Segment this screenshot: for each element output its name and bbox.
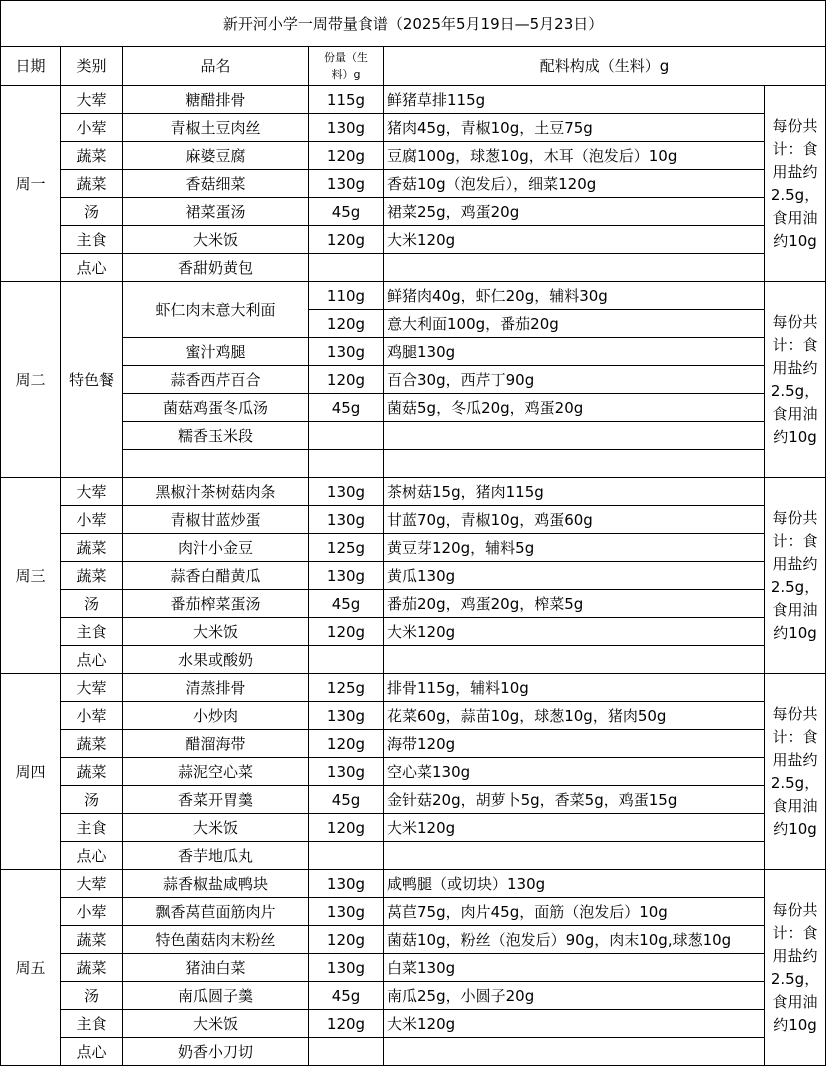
header-row — [1, 47, 826, 86]
dish-cell: 南瓜圆子羹 — [123, 982, 309, 1010]
ingredients-cell: 黄豆芽120g，辅料5g — [384, 534, 765, 562]
menu-row — [1, 170, 826, 198]
ingredients-cell: 莴苣75g，肉片45g，面筋（泡发后）10g — [384, 898, 765, 926]
category-cell: 蔬菜 — [61, 142, 123, 170]
category-cell: 蔬菜 — [61, 562, 123, 590]
ingredients-cell: 香菇10g（泡发后），细菜120g — [384, 170, 765, 198]
portion-cell: 45g — [309, 198, 384, 226]
day-label: 周五 — [1, 870, 61, 1066]
category-cell: 小荤 — [61, 114, 123, 142]
dish-cell: 虾仁肉末意大利面 — [123, 282, 309, 338]
portion-cell: 130g — [309, 758, 384, 786]
menu-row — [1, 338, 826, 366]
portion-cell: 130g — [309, 702, 384, 730]
category-cell: 汤 — [61, 786, 123, 814]
category-cell: 小荤 — [61, 702, 123, 730]
portion-cell — [309, 1038, 384, 1066]
dish-cell: 肉汁小金豆 — [123, 534, 309, 562]
dish-cell — [123, 450, 309, 478]
menu-row — [1, 114, 826, 142]
menu-row — [1, 562, 826, 590]
category-cell: 小荤 — [61, 898, 123, 926]
dish-cell: 大米饭 — [123, 226, 309, 254]
portion-cell — [309, 422, 384, 450]
dish-cell: 清蒸排骨 — [123, 674, 309, 702]
day-label: 周三 — [1, 478, 61, 674]
ingredients-cell: 菌菇5g，冬瓜20g，鸡蛋20g — [384, 394, 765, 422]
menu-row — [1, 198, 826, 226]
menu-row — [1, 954, 826, 982]
category-cell: 小荤 — [61, 506, 123, 534]
ingredients-cell: 金针菇20g，胡萝卜5g，香菜5g，鸡蛋15g — [384, 786, 765, 814]
portion-cell — [309, 450, 384, 478]
category-cell: 点心 — [61, 646, 123, 674]
ingredients-cell: 茶树菇15g，猪肉115g — [384, 478, 765, 506]
category-cell: 点心 — [61, 842, 123, 870]
portion-cell: 130g — [309, 170, 384, 198]
portion-cell — [309, 254, 384, 282]
ingredients-cell: 菌菇10g，粉丝（泡发后）90g，肉末10g,球葱10g — [384, 926, 765, 954]
portion-cell: 130g — [309, 338, 384, 366]
menu-row — [1, 842, 826, 870]
ingredients-cell — [384, 422, 765, 450]
menu-row — [1, 254, 826, 282]
ingredients-cell: 空心菜130g — [384, 758, 765, 786]
ingredients-cell: 豆腐100g，球葱10g，木耳（泡发后）10g — [384, 142, 765, 170]
category-cell: 主食 — [61, 814, 123, 842]
menu-row — [1, 1010, 826, 1038]
day-label: 周四 — [1, 674, 61, 870]
category-cell: 大荤 — [61, 674, 123, 702]
menu-row — [1, 982, 826, 1010]
category-cell: 特色餐 — [61, 282, 123, 478]
nutrition-note: 每份共计：食用盐约2.5g，食用油约10g — [765, 282, 826, 478]
dish-cell: 飘香莴苣面筋肉片 — [123, 898, 309, 926]
category-cell: 蔬菜 — [61, 730, 123, 758]
portion-cell — [309, 842, 384, 870]
menu-row — [1, 590, 826, 618]
header-ingredients: 配料构成（生料）g — [384, 47, 826, 86]
day-label: 周一 — [1, 86, 61, 282]
nutrition-note: 每份共计：食用盐约2.5g，食用油约10g — [765, 478, 826, 674]
ingredients-cell: 南瓜25g，小圆子20g — [384, 982, 765, 1010]
ingredients-cell: 咸鸭腿（或切块）130g — [384, 870, 765, 898]
menu-row — [1, 702, 826, 730]
dish-cell: 大米饭 — [123, 1010, 309, 1038]
portion-cell: 115g — [309, 86, 384, 114]
ingredients-cell: 海带120g — [384, 730, 765, 758]
dish-cell: 猪油白菜 — [123, 954, 309, 982]
ingredients-cell: 大米120g — [384, 814, 765, 842]
category-cell: 点心 — [61, 254, 123, 282]
menu-row — [1, 142, 826, 170]
category-cell: 主食 — [61, 618, 123, 646]
dish-cell: 蒜香西芹百合 — [123, 366, 309, 394]
dish-cell: 糯香玉米段 — [123, 422, 309, 450]
header-date: 日期 — [1, 47, 61, 86]
menu-row — [1, 646, 826, 674]
category-cell: 汤 — [61, 198, 123, 226]
menu-row — [1, 422, 826, 450]
header-portion: 份量（生料）g — [309, 47, 384, 86]
category-cell: 主食 — [61, 1010, 123, 1038]
portion-cell: 130g — [309, 478, 384, 506]
portion-cell: 45g — [309, 982, 384, 1010]
ingredients-cell: 甘蓝70g，青椒10g，鸡蛋60g — [384, 506, 765, 534]
ingredients-cell: 大米120g — [384, 1010, 765, 1038]
dish-cell: 香甜奶黄包 — [123, 254, 309, 282]
menu-row — [1, 478, 826, 506]
category-cell: 大荤 — [61, 870, 123, 898]
menu-row — [1, 758, 826, 786]
menu-row — [1, 1038, 826, 1066]
category-cell: 蔬菜 — [61, 758, 123, 786]
menu-row — [1, 674, 826, 702]
portion-cell — [309, 646, 384, 674]
menu-row — [1, 86, 826, 114]
portion-cell: 45g — [309, 590, 384, 618]
dish-cell: 蜜汁鸡腿 — [123, 338, 309, 366]
ingredients-cell — [384, 646, 765, 674]
dish-cell: 蒜泥空心菜 — [123, 758, 309, 786]
ingredients-cell — [384, 1038, 765, 1066]
menu-row — [1, 394, 826, 422]
category-cell: 蔬菜 — [61, 534, 123, 562]
dish-cell: 醋溜海带 — [123, 730, 309, 758]
menu-row — [1, 506, 826, 534]
ingredients-cell: 大米120g — [384, 226, 765, 254]
portion-cell: 120g — [309, 730, 384, 758]
ingredients-cell: 白菜130g — [384, 954, 765, 982]
menu-row — [1, 534, 826, 562]
dish-cell: 菌菇鸡蛋冬瓜汤 — [123, 394, 309, 422]
dish-cell: 香菜开胃羹 — [123, 786, 309, 814]
portion-cell: 45g — [309, 394, 384, 422]
dish-cell: 大米饭 — [123, 814, 309, 842]
portion-cell: 130g — [309, 898, 384, 926]
category-cell: 汤 — [61, 982, 123, 1010]
ingredients-cell: 黄瓜130g — [384, 562, 765, 590]
menu-row — [1, 618, 826, 646]
menu-row — [1, 814, 826, 842]
ingredients-cell: 猪肉45g，青椒10g，土豆75g — [384, 114, 765, 142]
ingredients-cell: 排骨115g，辅料10g — [384, 674, 765, 702]
portion-cell: 120g — [309, 310, 384, 338]
ingredients-cell: 裙菜25g，鸡蛋20g — [384, 198, 765, 226]
portion-cell: 45g — [309, 786, 384, 814]
ingredients-cell: 花菜60g，蒜苗10g，球葱10g，猪肉50g — [384, 702, 765, 730]
menu-row — [1, 870, 826, 898]
dish-cell: 番茄榨菜蛋汤 — [123, 590, 309, 618]
dish-cell: 奶香小刀切 — [123, 1038, 309, 1066]
ingredients-cell: 鸡腿130g — [384, 338, 765, 366]
portion-cell: 125g — [309, 674, 384, 702]
ingredients-cell — [384, 842, 765, 870]
ingredients-cell — [384, 450, 765, 478]
ingredients-cell: 大米120g — [384, 618, 765, 646]
dish-cell: 蒜香椒盐咸鸭块 — [123, 870, 309, 898]
ingredients-cell: 番茄20g，鸡蛋20g，榨菜5g — [384, 590, 765, 618]
menu-row — [1, 450, 826, 478]
menu-row — [1, 282, 826, 310]
dish-cell: 糖醋排骨 — [123, 86, 309, 114]
menu-row — [1, 786, 826, 814]
nutrition-note: 每份共计：食用盐约2.5g，食用油约10g — [765, 86, 826, 282]
menu-row — [1, 898, 826, 926]
header-category: 类别 — [61, 47, 123, 86]
dish-cell: 蒜香白醋黄瓜 — [123, 562, 309, 590]
dish-cell: 小炒肉 — [123, 702, 309, 730]
portion-cell: 120g — [309, 1010, 384, 1038]
category-cell: 蔬菜 — [61, 926, 123, 954]
portion-cell: 130g — [309, 870, 384, 898]
portion-cell: 125g — [309, 534, 384, 562]
portion-cell: 120g — [309, 926, 384, 954]
nutrition-note: 每份共计：食用盐约2.5g，食用油约10g — [765, 870, 826, 1066]
dish-cell: 麻婆豆腐 — [123, 142, 309, 170]
menu-row — [1, 926, 826, 954]
header-dish: 品名 — [123, 47, 309, 86]
menu-row — [1, 730, 826, 758]
category-cell: 主食 — [61, 226, 123, 254]
category-cell: 汤 — [61, 590, 123, 618]
portion-cell: 120g — [309, 226, 384, 254]
dish-cell: 水果或酸奶 — [123, 646, 309, 674]
dish-cell: 香芋地瓜丸 — [123, 842, 309, 870]
dish-cell: 青椒土豆肉丝 — [123, 114, 309, 142]
category-cell: 蔬菜 — [61, 170, 123, 198]
menu-row — [1, 366, 826, 394]
portion-cell: 130g — [309, 562, 384, 590]
menu-row — [1, 226, 826, 254]
category-cell: 大荤 — [61, 478, 123, 506]
page-title: 新开河小学一周带量食谱（2025年5月19日—5月23日） — [1, 1, 826, 47]
nutrition-note: 每份共计：食用盐约2.5g，食用油约10g — [765, 674, 826, 870]
ingredients-cell: 鲜猪草排115g — [384, 86, 765, 114]
portion-cell: 120g — [309, 366, 384, 394]
ingredients-cell: 鲜猪肉40g，虾仁20g，辅料30g — [384, 282, 765, 310]
dish-cell: 裙菜蛋汤 — [123, 198, 309, 226]
portion-cell: 120g — [309, 814, 384, 842]
dish-cell: 特色菌菇肉末粉丝 — [123, 926, 309, 954]
category-cell: 大荤 — [61, 86, 123, 114]
dish-cell: 香菇细菜 — [123, 170, 309, 198]
portion-cell: 120g — [309, 142, 384, 170]
dish-cell: 黑椒汁茶树菇肉条 — [123, 478, 309, 506]
category-cell: 蔬菜 — [61, 954, 123, 982]
day-label: 周二 — [1, 282, 61, 478]
portion-cell: 110g — [309, 282, 384, 310]
dish-cell: 青椒甘蓝炒蛋 — [123, 506, 309, 534]
dish-cell: 大米饭 — [123, 618, 309, 646]
ingredients-cell: 百合30g，西芹丁90g — [384, 366, 765, 394]
category-cell: 点心 — [61, 1038, 123, 1066]
portion-cell: 130g — [309, 114, 384, 142]
ingredients-cell: 意大利面100g，番茄20g — [384, 310, 765, 338]
portion-cell: 130g — [309, 506, 384, 534]
portion-cell: 120g — [309, 618, 384, 646]
ingredients-cell — [384, 254, 765, 282]
portion-cell: 130g — [309, 954, 384, 982]
